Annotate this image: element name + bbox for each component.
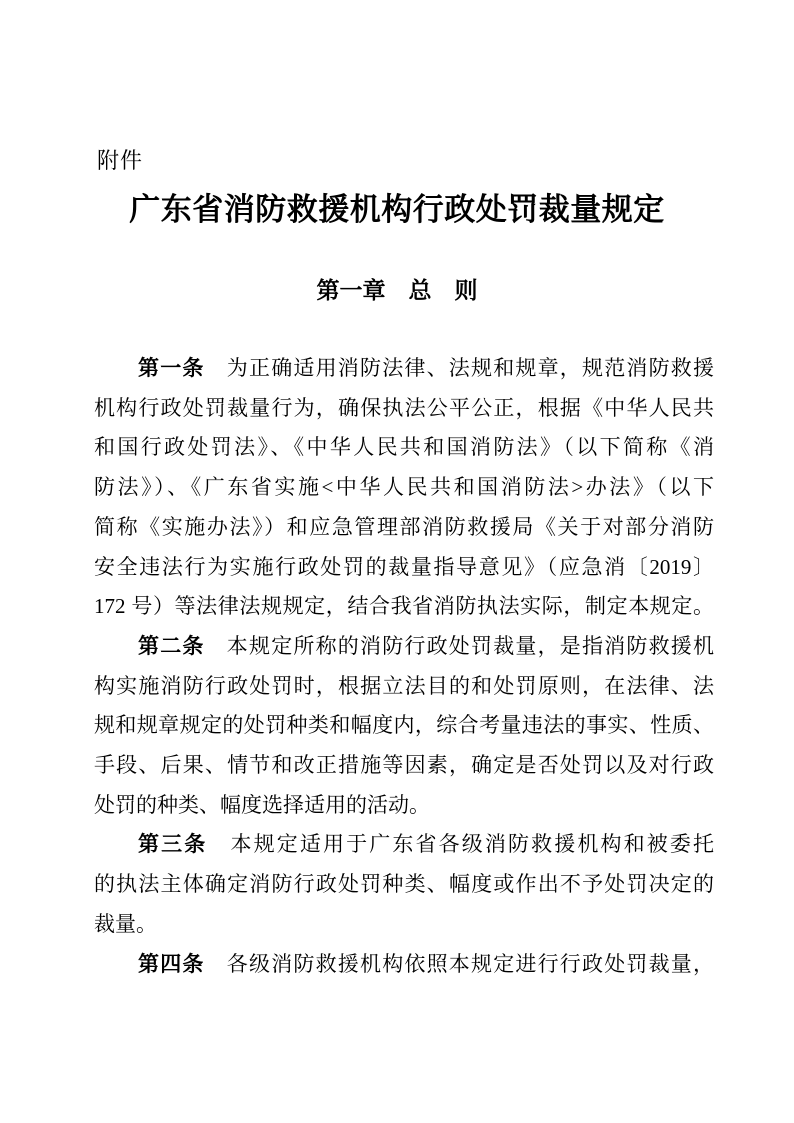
document-line [94, 349, 714, 389]
line-text: 简称《实施办法》）和应急管理部消防救援局《关于对部分消防 [94, 514, 714, 539]
line-text: 和国行政处罚法》、《中华人民共和国消防法》（以下简称《消 [94, 435, 714, 460]
article-number-label: 第四条 [138, 952, 205, 976]
article-number-label: 第一条 [138, 357, 205, 380]
document-line [94, 587, 714, 627]
document-line [94, 508, 714, 548]
document-line [94, 428, 714, 468]
line-text: 本规定适用于广东省各级消防救援机构和被委托 [207, 832, 714, 857]
document-line [94, 468, 714, 508]
document-line [94, 746, 714, 786]
line-text: 裁量。 [94, 911, 157, 936]
line-text: 防法》）、《广东省实施<中华人民共和国消防法>办法》（以下 [94, 475, 714, 500]
line-text: 172 号）等法律法规规定，结合我省消防执法实际，制定本规定。 [94, 594, 714, 619]
line-text: 处罚的种类、幅度选择适用的活动。 [94, 792, 430, 817]
document-body [94, 349, 714, 984]
document-title: 广东省消防救援机构行政处罚裁量规定 [129, 192, 665, 227]
line-text: 本规定所称的消防行政处罚裁量，是指消防救援机 [204, 633, 715, 658]
document-line [94, 667, 714, 707]
line-text: 构实施消防行政处罚时，根据立法目的和处罚原则，在法律、法 [94, 673, 714, 698]
line-text: 安全违法行为实施行政处罚的裁量指导意见》（应急消〔2019〕 [94, 554, 714, 579]
line-text: 机构行政处罚裁量行为，确保执法公平公正，根据《中华人民共 [94, 395, 714, 420]
attachment-label: 附件 [97, 148, 144, 173]
document-line [94, 945, 714, 985]
article-number-label: 第二条 [138, 634, 205, 658]
chapter-heading: 第一章 总 则 [316, 277, 478, 303]
line-text: 手段、后果、情节和改正措施等因素，确定是否处罚以及对行政 [94, 753, 714, 778]
line-text: 规和规章规定的处罚种类和幅度内，综合考量违法的事实、性质、 [94, 713, 714, 738]
article-number-label: 第三条 [138, 833, 208, 857]
document-line [94, 905, 714, 945]
document-line [94, 825, 714, 865]
document-line [94, 786, 714, 826]
line-text: 的执法主体确定消防行政处罚种类、幅度或作出不予处罚决定的 [94, 872, 714, 897]
document-line [94, 548, 714, 588]
document-line [94, 706, 714, 746]
line-text: 为正确适用消防法律、法规和规章，规范消防救援 [204, 356, 715, 380]
document-line [94, 627, 714, 667]
line-text: 各级消防救援机构依照本规定进行行政处罚裁量， [204, 951, 715, 976]
document-line [94, 865, 714, 905]
document-line [94, 389, 714, 429]
